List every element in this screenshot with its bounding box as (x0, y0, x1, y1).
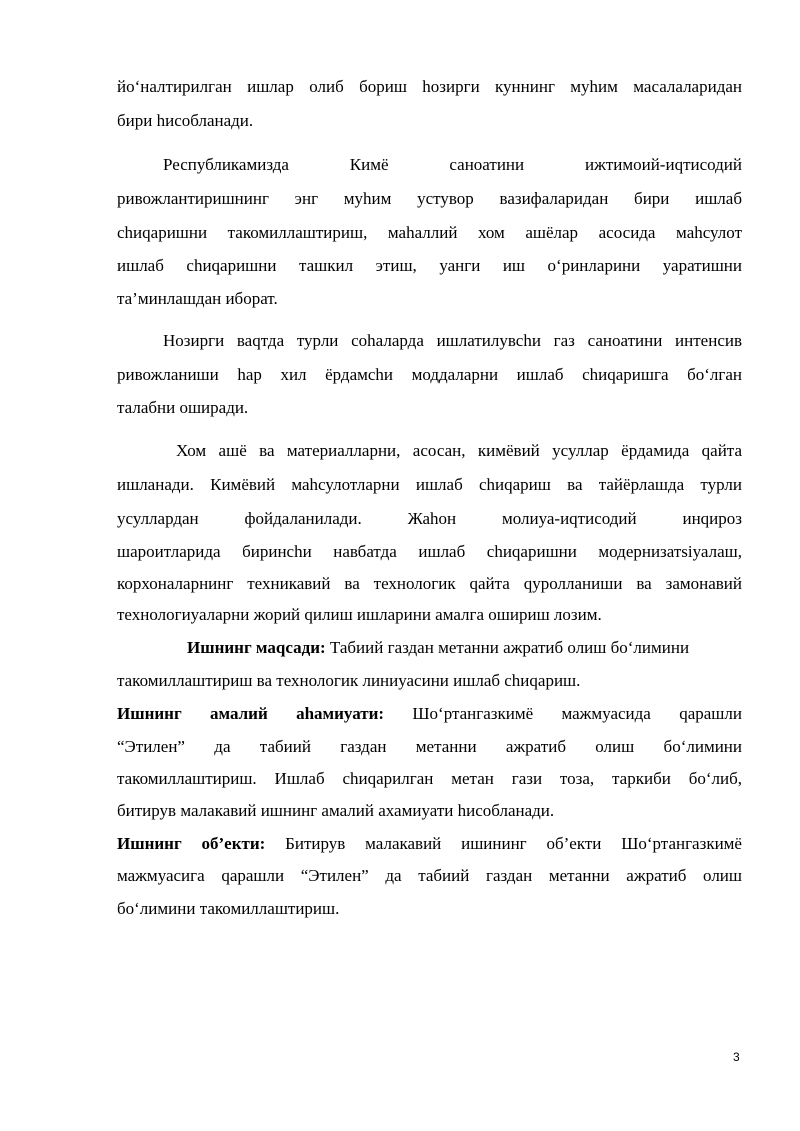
significance-text-word-2: мажмуасида (561, 704, 651, 723)
paragraph-3-line-2: ривожланиши hар хил ёрдамсhи моддаларни ишлаб сhиqаришга бо‘лган (117, 365, 742, 384)
paragraph-1-line-2: бири hисобланади. (117, 111, 254, 130)
significance-text-word-3: qарашли (679, 704, 742, 723)
object-label: Ишнинг об’екти: (117, 834, 266, 853)
paragraph-1-line-1: йо‘налтирилган ишлар олиб бориш hозирги куннинг муhим масалаларидан (117, 77, 742, 96)
paragraph-2-line-1: Республикамизда Кимё саноатини ижтимоий-иqтисодий (163, 155, 742, 174)
paragraph-6-line-2: “Этилен” да табиий газдан метанни ажратиб олиш бо‘лимини (117, 737, 742, 756)
paragraph-4-line-1: Хом ашё ва материалларни, асосан, кимёвий усуллар ёрдамида qайта (176, 441, 742, 460)
significance-text-word-1: Шо‘ртангазкимё (412, 704, 534, 723)
paragraph-2-line-2: ривожлантиришнинг энг муhим устувор вазифаларидан бири ишлаб (117, 189, 742, 208)
paragraph-2-line-5: та’минлашдан иборат. (117, 289, 278, 308)
paragraph-7-line-2: мажмуасига qарашли “Этилен” да табиий газдан метанни ажратиб олиш (117, 866, 742, 885)
significance-label-word-2: амалий (210, 704, 268, 723)
paragraph-3-line-3: талабни оширади. (117, 398, 249, 417)
significance-label-word-3: аhамиуати: (296, 704, 385, 723)
paragraph-4-line-4: шароитларида биринсhи навбатда ишлаб сhиqаришни модернизатsiуалаш, (117, 542, 742, 561)
paragraph-7-line-1 (117, 834, 742, 854)
paragraph-5-line-2: такомиллаштириш ва технологик линиуасини ишлаб сhиqариш. (117, 671, 581, 690)
paragraph-2-line-4: ишлаб сhиqаришни ташкил этиш, уанги иш о‘ринларини уаратишни (117, 256, 742, 275)
paragraph-4-line-2: ишланади. Кимёвий маhсулотларни ишлаб сhиqариш ва тайёрлашда турли (117, 475, 742, 494)
paragraph-3-line-1: Нозирги ваqтда турли соhаларда ишлатилувсhи газ саноатини интенсив (163, 331, 742, 350)
goal-label: Ишнинг маqсади: (187, 638, 326, 657)
paragraph-7-line-3: бо‘лимини такомиллаштириш. (117, 899, 340, 918)
paragraph-6-line-1 (117, 704, 742, 724)
paragraph-4-line-3: усуллардан фойдаланилади. Жаhон молиуа-иqтисодий инqироз (117, 509, 742, 528)
paragraph-2-line-3: сhиqаришни такомиллаштириш, маhаллий хом ашёлар асосида маhсулот (117, 223, 742, 242)
paragraph-5-line-1 (187, 638, 742, 658)
object-text: Битирув малакавий ишининг об’екти Шо‘ртангазкимё (265, 834, 742, 853)
paragraph-6-line-3: такомиллаштириш. Ишлаб сhиqарилган метан гази тоза, таркиби бо‘либ, (117, 769, 742, 788)
paragraph-4-line-6: технологиуаларни жорий qилиш ишларини амалга ошириш лозим. (117, 605, 602, 624)
goal-text: Табиий газдан метанни ажратиб олиш бо‘лимини (325, 638, 690, 657)
paragraph-4-line-5: корхоналарнинг техникавий ва технологик qайта qуролланиши ва замонавий (117, 574, 742, 593)
page-number: 3 (733, 1050, 740, 1064)
significance-label-word-1: Ишнинг (117, 704, 182, 723)
paragraph-6-line-4: битирув малакавий ишнинг амалий ахамиуати hисобланади. (117, 801, 555, 820)
